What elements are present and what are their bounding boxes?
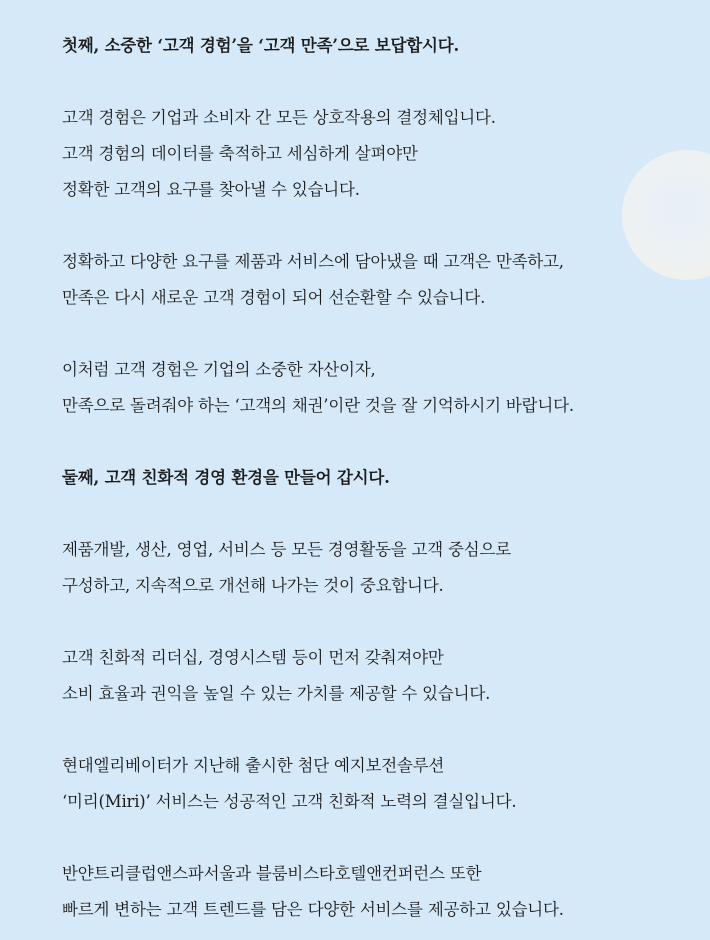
paragraph-line: 반얀트리클럽앤스파서울과 블룸비스타호텔앤컨퍼런스 또한: [62, 864, 482, 883]
document-body: [62, 28, 692, 928]
paragraph-gap: [62, 496, 692, 532]
paragraph-line: ‘미리(Miri)’ 서비스는 성공적인 고객 친화적 노력의 결실입니다.: [62, 792, 517, 811]
paragraph-gap: [62, 820, 692, 856]
paragraph-line: 정확한 고객의 요구를 찾아낼 수 있습니다.: [62, 180, 360, 199]
paragraph-gap: [62, 316, 692, 352]
paragraph-gap: [62, 712, 692, 748]
paragraph-line: 빠르게 변하는 고객 트렌드를 담은 다양한 서비스를 제공하고 있습니다.: [62, 900, 564, 919]
paragraph-gap: [62, 64, 692, 100]
paragraph-line: 정확하고 다양한 요구를 제품과 서비스에 담아냈을 때 고객은 만족하고,: [62, 252, 564, 271]
paragraph-gap: [62, 424, 692, 460]
paragraph-line: 구성하고, 지속적으로 개선해 나가는 것이 중요합니다.: [62, 576, 444, 595]
paragraph-gap: [62, 208, 692, 244]
paragraph-gap: [62, 604, 692, 640]
paragraph-line: 만족으로 돌려줘야 하는 ‘고객의 채권’이란 것을 잘 기억하시기 바랍니다.: [62, 396, 574, 415]
paragraph-line: 이처럼 고객 경험은 기업의 소중한 자산이자,: [62, 360, 376, 379]
paragraph-line: 제품개발, 생산, 영업, 서비스 등 모든 경영활동을 고객 중심으로: [62, 540, 511, 559]
section-heading-2: 둘째, 고객 친화적 경영 환경을 만들어 갑시다.: [62, 468, 390, 487]
paragraph-line: 만족은 다시 새로운 고객 경험이 되어 선순환할 수 있습니다.: [62, 288, 486, 307]
section-heading-1: 첫째, 소중한 ‘고객 경험’을 ‘고객 만족’으로 보답합시다.: [62, 36, 460, 55]
paragraph-line: 소비 효율과 권익을 높일 수 있는 가치를 제공할 수 있습니다.: [62, 684, 491, 703]
paragraph-line: 고객 경험은 기업과 소비자 간 모든 상호작용의 결정체입니다.: [62, 108, 496, 127]
paragraph-line: 현대엘리베이터가 지난해 출시한 첨단 예지보전솔루션: [62, 756, 445, 775]
paragraph-line: 고객 경험의 데이터를 축적하고 세심하게 살펴야만: [62, 144, 418, 163]
paragraph-line: 고객 친화적 리더십, 경영시스템 등이 먼저 갖춰져야만: [62, 648, 444, 667]
